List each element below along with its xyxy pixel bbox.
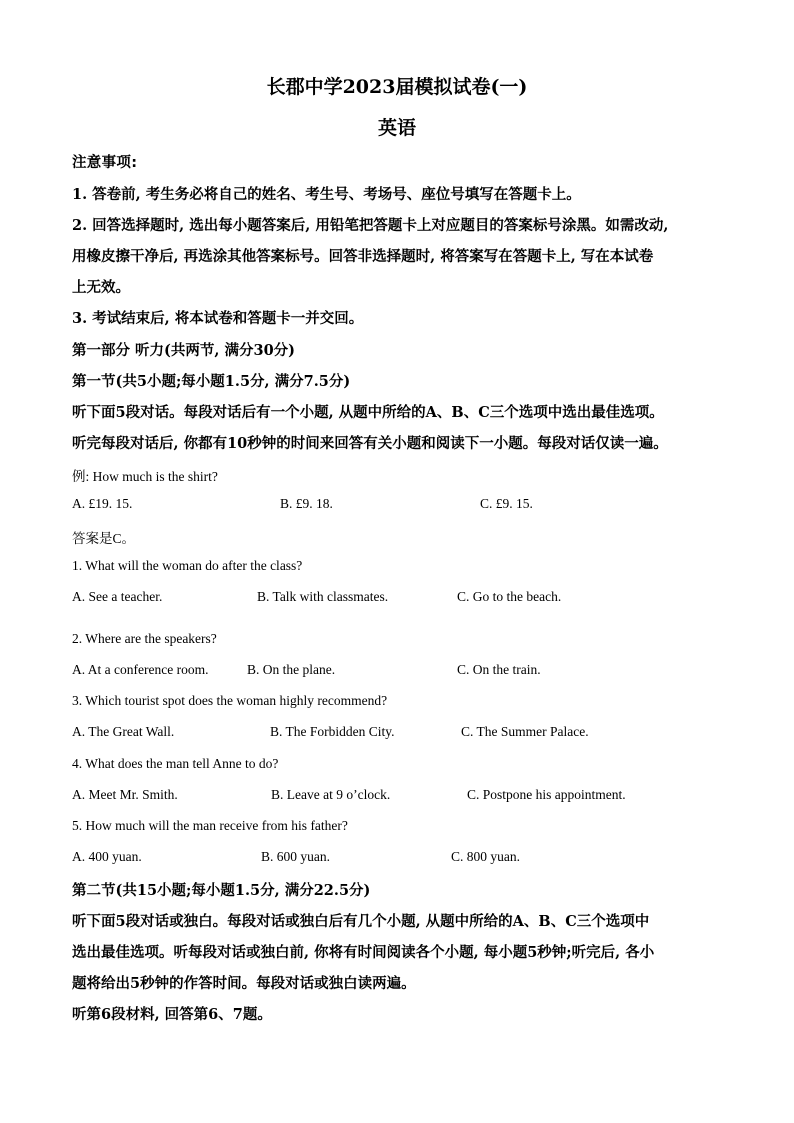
q3-option-a: A. The Great Wall. (72, 724, 175, 739)
section1-instruction-2: 听完每段对话后, 你都有10秒钟的时间来回答有关小题和阅读下一小题。每段对话仅读一遍。 (72, 435, 668, 452)
example-option-b: B. £9. 18. (280, 496, 333, 511)
q5-option-b: B. 600 yuan. (261, 849, 330, 864)
part1-heading: 第一部分 听力(共两节, 满分30分) (72, 342, 296, 359)
example-option-a: A. £19. 15. (72, 496, 133, 511)
section2-heading: 第二节(共15小题;每小题1.5分, 满分22.5分) (72, 882, 371, 899)
example-answer: 答案是C。 (72, 531, 136, 546)
question-2: 2. Where are the speakers? (72, 631, 217, 646)
question-1: 1. What will the woman do after the class? (72, 558, 303, 573)
q2-option-a: A. At a conference room. (72, 662, 209, 677)
notice-item-2-cont: 用橡皮擦干净后, 再选涂其他答案标号。回答非选择题时, 将答案写在答题卡上, 写在本试卷 (72, 248, 654, 265)
q1-option-c: C. Go to the beach. (457, 589, 562, 604)
q2-option-c: C. On the train. (457, 662, 541, 677)
section1-heading: 第一节(共5小题;每小题1.5分, 满分7.5分) (72, 373, 351, 390)
notice-item-2-end: 上无效。 (72, 279, 130, 296)
exam-title: 长郡中学2023届模拟试卷(一) (266, 76, 528, 98)
q4-option-b: B. Leave at 9 o’clock. (271, 787, 391, 802)
example-option-c: C. £9. 15. (480, 496, 533, 511)
section2-instruction-3: 题将给出5秒钟的作答时间。每段对话或独白读两遍。 (72, 975, 416, 992)
section1-instruction-1: 听下面5段对话。每段对话后有一个小题, 从题中所给的A、B、C三个选项中选出最佳选项。 (72, 404, 664, 421)
q1-option-b: B. Talk with classmates. (257, 589, 389, 604)
question-5: 5. How much will the man receive from his father? (72, 818, 348, 833)
notice-heading: 注意事项: (72, 155, 138, 171)
q3-option-b: B. The Forbidden City. (270, 724, 395, 739)
subject-title: 英语 (377, 117, 416, 139)
q4-option-c: C. Postpone his appointment. (467, 787, 626, 802)
q5-option-a: A. 400 yuan. (72, 849, 142, 864)
question-3: 3. Which tourist spot does the woman highly recommend? (72, 693, 388, 708)
q2-option-b: B. On the plane. (247, 662, 336, 677)
notice-item-2: 2. 回答选择题时, 选出每小题答案后, 用铅笔把答题卡上对应题目的答案标号涂黑。如需改动, (72, 217, 669, 234)
notice-item-3: 3. 考试结束后, 将本试卷和答题卡一并交回。 (72, 310, 364, 327)
q1-option-a: A. See a teacher. (72, 589, 163, 604)
section2-instruction-2: 选出最佳选项。听每段对话或独白前, 你将有时间阅读各个小题, 每小题5秒钟;听完后, 各小 (72, 944, 655, 961)
q4-option-a: A. Meet Mr. Smith. (72, 787, 178, 802)
question-4: 4. What does the man tell Anne to do? (72, 756, 279, 771)
q3-option-c: C. The Summer Palace. (461, 724, 589, 739)
example-question: 例: How much is the shirt? (72, 469, 218, 484)
section2-instruction-1: 听下面5段对话或独白。每段对话或独白后有几个小题, 从题中所给的A、B、C三个选项中 (72, 913, 650, 930)
notice-item-1: 1. 答卷前, 考生务必将自己的姓名、考生号、考场号、座位号填写在答题卡上。 (72, 186, 581, 203)
material-6-prompt: 听第6段材料, 回答第6、7题。 (72, 1006, 272, 1023)
q5-option-c: C. 800 yuan. (451, 849, 520, 864)
